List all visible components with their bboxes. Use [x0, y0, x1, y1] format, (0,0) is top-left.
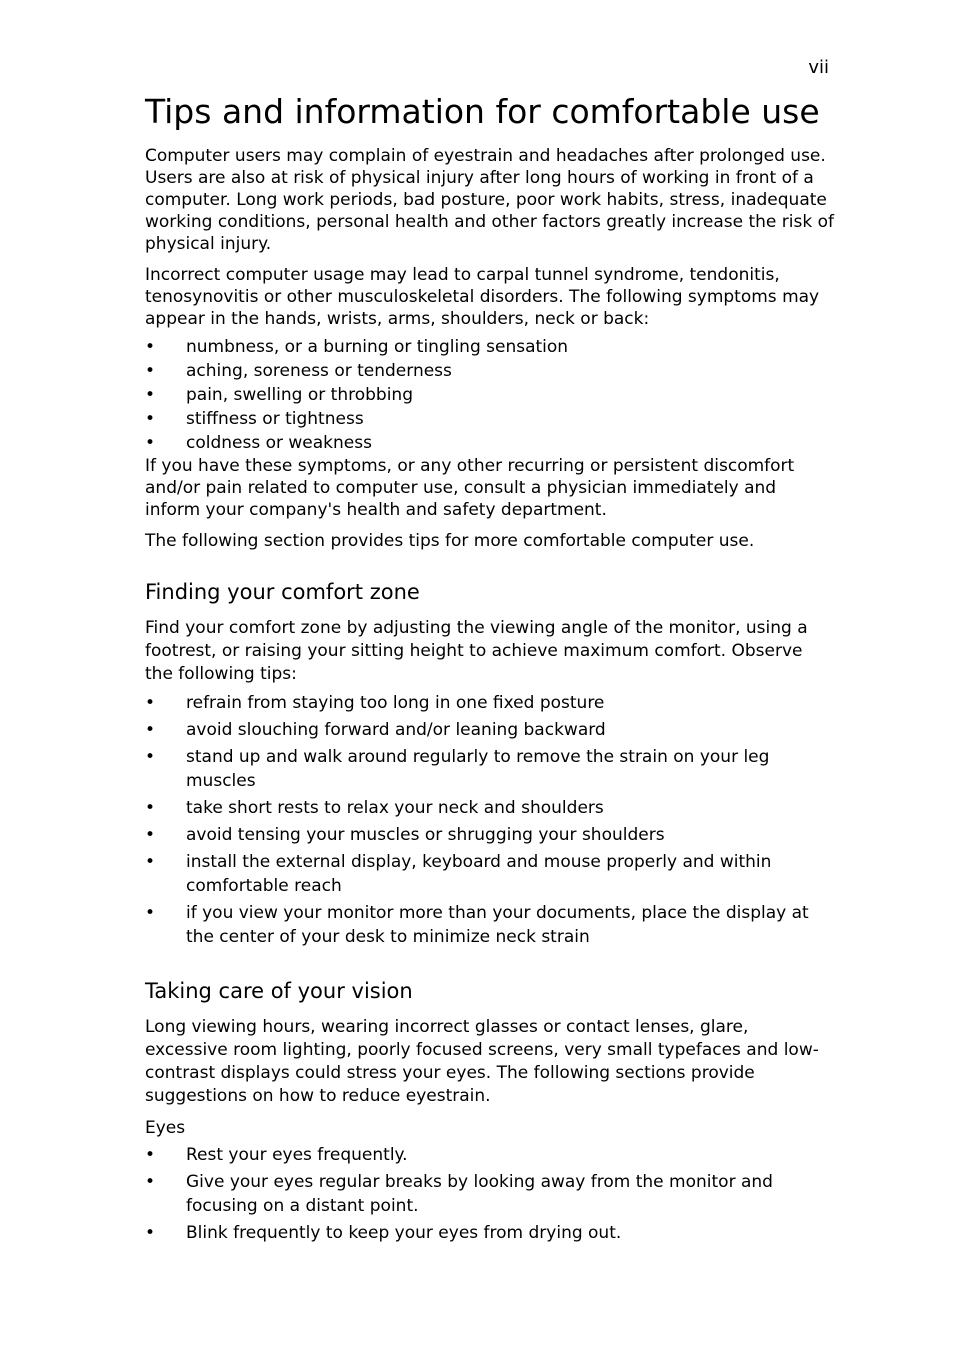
- list-item: • if you view your monitor more than your documents, place the display at the center of your desk to minimize neck strain: [145, 903, 809, 947]
- comfort-tips-list: [145, 691, 835, 952]
- intro-paragraph-1: Computer users may complain of eyestrain and headaches after prolonged use. Users are also at risk of physical injury after long hours of working in front of a computer. Long work periods, bad posture, poor work habits, stress, inadequate working conditions, personal health and other factors greatly increase the risk of physical injury.: [145, 146, 834, 254]
- list-item: • aching, soreness or tenderness: [145, 361, 452, 381]
- intro-paragraph-3: If you have these symptoms, or any other recurring or persistent discomfort and/or pain related to computer use, consult a physician immediately and inform your company's health and safety department.: [145, 456, 795, 520]
- intro-paragraph-2: Incorrect computer usage may lead to carpal tunnel syndrome, tendonitis, tenosynovitis or other musculoskeletal disorders. The following symptoms may appear in the hands, wrists, arms, shoulders, neck or back:: [145, 265, 820, 329]
- page-number: vii: [808, 57, 829, 78]
- bullet-icon: •: [145, 825, 156, 845]
- list-item: • pain, swelling or throbbing: [145, 385, 413, 405]
- bullet-icon: •: [145, 385, 156, 405]
- list-item: • install the external display, keyboard and mouse properly and within comfortable reach: [145, 852, 772, 896]
- list-item: • refrain from staying too long in one fixed posture: [145, 693, 605, 713]
- list-item: • numbness, or a burning or tingling sensation: [145, 337, 569, 357]
- comfort-zone-heading: Finding your comfort zone: [145, 580, 420, 604]
- eyes-label: Eyes: [145, 1118, 186, 1138]
- bullet-icon: •: [145, 693, 156, 713]
- vision-paragraph: Long viewing hours, wearing incorrect glasses or contact lenses, glare, excessive room lighting, poorly focused screens, very small typefaces and low-contrast displays could stress your eyes. The following sections provide suggestions on how to reduce eyestrain.: [145, 1017, 819, 1106]
- bullet-icon: •: [145, 409, 156, 429]
- bullet-icon: •: [145, 1145, 156, 1165]
- list-item: • stand up and walk around regularly to remove the strain on your leg muscles: [145, 747, 770, 791]
- bullet-icon: •: [145, 747, 156, 767]
- list-item: • Blink frequently to keep your eyes from drying out.: [145, 1223, 622, 1243]
- symptoms-list: [145, 335, 835, 455]
- eyes-tips-list: [145, 1143, 835, 1248]
- list-item: • Rest your eyes frequently.: [145, 1145, 408, 1165]
- bullet-icon: •: [145, 903, 156, 923]
- page-title: Tips and information for comfortable use: [145, 92, 820, 131]
- comfort-zone-paragraph: Find your comfort zone by adjusting the viewing angle of the monitor, using a footrest, or raising your sitting height to achieve maximum comfort. Observe the following tips:: [145, 618, 808, 684]
- list-item: • stiffness or tightness: [145, 409, 364, 429]
- list-item: • avoid slouching forward and/or leaning backward: [145, 720, 606, 740]
- bullet-icon: •: [145, 720, 156, 740]
- bullet-icon: •: [145, 337, 156, 357]
- intro-paragraph-4: The following section provides tips for more comfortable computer use.: [145, 531, 755, 551]
- bullet-icon: •: [145, 361, 156, 381]
- bullet-icon: •: [145, 1223, 156, 1243]
- vision-heading: Taking care of your vision: [145, 979, 413, 1003]
- bullet-icon: •: [145, 1172, 156, 1192]
- list-item: • coldness or weakness: [145, 433, 372, 453]
- bullet-icon: •: [145, 852, 156, 872]
- bullet-icon: •: [145, 433, 156, 453]
- bullet-icon: •: [145, 798, 156, 818]
- list-item: • take short rests to relax your neck and shoulders: [145, 798, 604, 818]
- list-item: • avoid tensing your muscles or shrugging your shoulders: [145, 825, 665, 845]
- list-item: • Give your eyes regular breaks by looking away from the monitor and focusing on a distant point.: [145, 1172, 773, 1216]
